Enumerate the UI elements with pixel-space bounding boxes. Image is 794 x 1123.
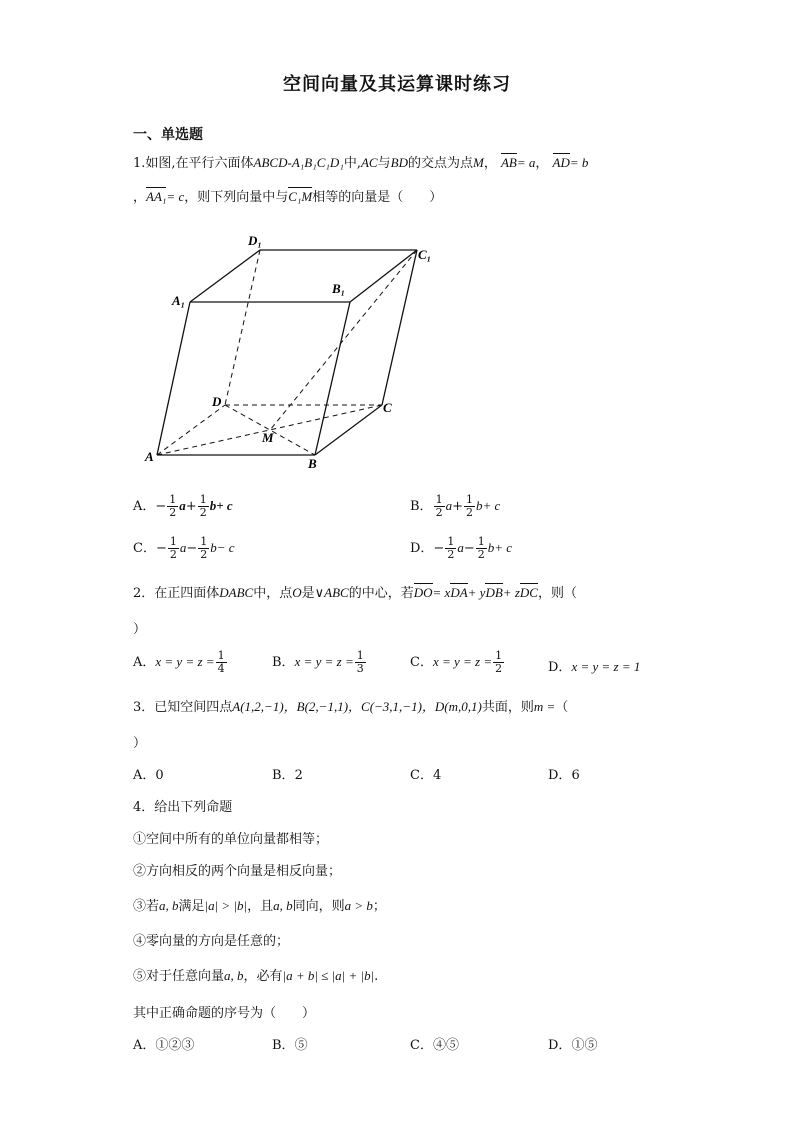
q2-line-1 (133, 582, 577, 601)
q1-line-1: 1.如图,在平行六面体ABCD-A₁B₁C₁D₁中,AC与BD的交点为点M， AB= a， AD= b (133, 155, 589, 171)
q2-text: 中，点 (253, 586, 293, 601)
vector-b: b (475, 498, 483, 513)
numerator: 1 (465, 493, 473, 506)
option-letter: A． (133, 655, 156, 670)
vector-c-term: + c (482, 498, 501, 513)
q4-proposition-3 (133, 895, 386, 914)
q4-text: . (374, 969, 379, 984)
fraction (198, 494, 209, 519)
q3-text: 共面，则 (481, 700, 534, 715)
parallelepiped-figure (130, 225, 450, 475)
label-c: C (383, 400, 392, 415)
q1-eq-a: = a (516, 155, 536, 170)
numerator: 1 (200, 535, 208, 548)
option-value: ①②③ (155, 1038, 195, 1053)
q4-text: ，且 (247, 899, 274, 914)
fraction (434, 494, 445, 519)
option-letter: A． (133, 1038, 156, 1053)
q2-option-a[interactable] (133, 650, 228, 675)
label-c1: C₁ (418, 247, 432, 262)
option-letter: C． (410, 1038, 433, 1053)
q2-option-b[interactable] (272, 650, 367, 675)
q3-line-1 (133, 696, 568, 715)
option-letter: D． (410, 541, 434, 556)
q3-text: （ (555, 700, 569, 715)
q4-vectors-ab: a, b (159, 898, 179, 913)
option-letter: D． (548, 768, 572, 783)
vector-da: DA (450, 585, 468, 600)
q3-option-a[interactable] (133, 764, 164, 783)
option-expr: x = y = z = (294, 654, 354, 669)
q4-proposition-2: ②方向相反的两个向量是相反向量； (133, 864, 342, 879)
option-letter: D． (548, 1038, 572, 1053)
q3-text: 3．已知空间四点 (133, 700, 233, 715)
label-a: A (145, 449, 154, 464)
option-value: ①⑤ (571, 1038, 598, 1053)
option-sign: + (185, 499, 197, 514)
q2-line-2: ） (133, 622, 147, 637)
denominator: 2 (169, 506, 177, 519)
vector-c-term: + c (494, 540, 513, 555)
q2-text: ，则（ (537, 586, 577, 601)
q4-option-a[interactable] (133, 1034, 194, 1053)
numerator: 1 (495, 649, 503, 662)
fraction (464, 494, 475, 519)
option-letter: D． (548, 660, 572, 675)
numerator: 1 (477, 535, 485, 548)
numerator: 1 (435, 493, 443, 506)
q4-text: 同向，则 (292, 899, 345, 914)
q4-proposition-1: ①空间中所有的单位向量都相等； (133, 832, 329, 847)
vector-c-term: − c (216, 540, 235, 555)
option-letter: C． (410, 768, 433, 783)
denominator: 2 (495, 662, 503, 675)
q1-text: 相等的向量是（ ） (312, 190, 443, 205)
fraction (445, 536, 456, 561)
denominator: 2 (447, 548, 455, 561)
numerator: 1 (169, 493, 177, 506)
fraction (168, 536, 179, 561)
q4-vectors-ab: a, b (224, 968, 244, 983)
q4-vectors-ab: a, b (273, 898, 293, 913)
denominator: 2 (477, 548, 485, 561)
fraction (493, 650, 504, 675)
numerator: 1 (356, 649, 364, 662)
vector-aa1: AA₁ (146, 189, 167, 204)
option-letter: C． (410, 655, 433, 670)
q4-text: ③若 (133, 899, 160, 914)
option-letter: A． (133, 499, 156, 514)
vector-a: a (179, 540, 187, 555)
option-sign: + (452, 499, 463, 514)
q3-option-d[interactable] (548, 764, 580, 783)
option-value: 2 (294, 768, 303, 783)
option-sign: − (155, 541, 167, 556)
fraction (216, 650, 227, 675)
numerator: 1 (217, 649, 225, 662)
numerator: 1 (169, 535, 177, 548)
vector-b: b (209, 498, 217, 513)
vector-do: DO (413, 585, 433, 600)
option-expr: x = y = z = (432, 654, 493, 669)
option-letter: B． (410, 499, 433, 514)
q1-option-a[interactable] (133, 494, 233, 519)
q2-text: 的中心，若 (348, 586, 414, 601)
q1-text: 中, (343, 156, 361, 171)
q2-option-c[interactable] (410, 650, 505, 675)
denominator: 2 (169, 548, 177, 561)
q2-plus-y: + y (467, 585, 486, 600)
vector-db: DB (485, 585, 503, 600)
q1-text: 1.如图,在平行六面体 (133, 156, 254, 171)
vector-c1m: C₁M (288, 189, 313, 204)
option-sign: − (433, 541, 445, 556)
fraction (198, 536, 209, 561)
page-title: 空间向量及其运算课时练习 (283, 74, 511, 95)
q4-gt: a > b (344, 898, 373, 913)
vector-a: a (179, 498, 186, 513)
q3-m-eq: m = (533, 699, 556, 714)
q4-abs-ineq: |a| > |b| (204, 898, 248, 913)
q1-bd: BD (390, 155, 408, 170)
q2-text: 是∨ (301, 586, 325, 601)
option-letter: B． (272, 768, 295, 783)
q4-text: ，必有 (243, 969, 283, 984)
q2-text: 2．在正四面体 (133, 586, 220, 601)
q4-text: ； (372, 899, 386, 914)
denominator: 4 (217, 662, 225, 675)
option-expr: x = y = z = 1 (571, 659, 641, 674)
vector-a: a (445, 498, 453, 513)
label-a1: A₁ (172, 293, 186, 308)
fraction (355, 650, 366, 675)
q1-text: 的交点为点 (407, 156, 473, 171)
q1-option-c[interactable] (133, 536, 235, 561)
solid-edges (157, 250, 417, 455)
option-value: ⑤ (294, 1038, 308, 1053)
option-value: 0 (155, 768, 164, 783)
vector-ab: AB (500, 155, 517, 170)
denominator: 2 (435, 506, 443, 519)
q4-option-d[interactable] (548, 1034, 597, 1053)
q4-option-c[interactable] (410, 1034, 459, 1053)
vector-b: b (210, 540, 217, 555)
denominator: 2 (200, 548, 208, 561)
q4-question: 其中正确命题的序号为（ ） (133, 1006, 316, 1021)
q4-option-b[interactable] (272, 1034, 308, 1053)
q2-plus-z: + z (502, 585, 520, 600)
q1-eq-b: = b (569, 155, 589, 170)
option-letter: A． (133, 768, 156, 783)
q2-eq-x: = x (432, 585, 451, 600)
fraction (167, 494, 178, 519)
q1-option-b[interactable] (410, 494, 500, 519)
section-heading-single-choice: 一、单选题 (133, 127, 203, 143)
vector-ad: AD (552, 155, 570, 170)
q1-ac: AC (360, 155, 378, 170)
q4-intro: 4．给出下列命题 (133, 800, 233, 815)
option-sign: − (186, 541, 198, 556)
label-m: M (262, 430, 274, 445)
q1-line-2 (133, 186, 442, 205)
q1-text: ，则下列向量中与 (184, 190, 289, 205)
q4-text: ⑤对于任意向量 (133, 969, 225, 984)
vector-dc: DC (519, 585, 538, 600)
q1-option-d[interactable] (410, 536, 512, 561)
q1-body-name: ABCD-A₁B₁C₁D₁ (253, 155, 344, 170)
option-sign: − (155, 499, 167, 514)
q1-m: M (472, 155, 484, 170)
q3-option-c[interactable] (410, 764, 441, 783)
q1-text: ， (133, 190, 147, 205)
q2-option-d[interactable] (548, 656, 640, 675)
denominator: 2 (465, 506, 473, 519)
label-d1: D₁ (248, 233, 262, 248)
option-expr: x = y = z = (155, 654, 215, 669)
option-value: 6 (571, 768, 580, 783)
option-letter: B． (272, 655, 295, 670)
q2-dabc: DABC (219, 585, 254, 600)
numerator: 1 (199, 493, 207, 506)
q4-triangle-ineq: |a + b| ≤ |a| + |b| (282, 968, 375, 983)
label-b1: B₁ (332, 281, 346, 296)
q1-text: 与 (377, 156, 391, 171)
q2-abc: ABC (324, 585, 349, 600)
fraction (476, 536, 487, 561)
option-letter: C． (133, 541, 156, 556)
label-b: B (308, 456, 317, 471)
vector-b: b (487, 540, 495, 555)
vector-a: a (457, 540, 464, 555)
q4-proposition-4: ④零向量的方向是任意的； (133, 934, 290, 949)
q1-eq-c: = c (166, 189, 185, 204)
label-d: D (212, 394, 222, 409)
denominator: 2 (199, 506, 207, 519)
option-letter: B． (272, 1038, 295, 1053)
denominator: 3 (356, 662, 364, 675)
numerator: 1 (447, 535, 455, 548)
option-sign: − (463, 541, 475, 556)
option-value: ④⑤ (432, 1038, 459, 1053)
q2-o: O (292, 585, 302, 600)
option-value: 4 (432, 768, 442, 783)
q4-text: 满足 (178, 899, 205, 914)
q3-option-b[interactable] (272, 764, 303, 783)
q3-points: A(1,2,−1)，B(2,−1,1)，C(−3,1,−1)，D(m,0,1) (232, 699, 482, 714)
vector-c-term: + c (216, 498, 233, 513)
q4-proposition-5 (133, 965, 378, 984)
q3-line-2: ） (133, 736, 147, 751)
